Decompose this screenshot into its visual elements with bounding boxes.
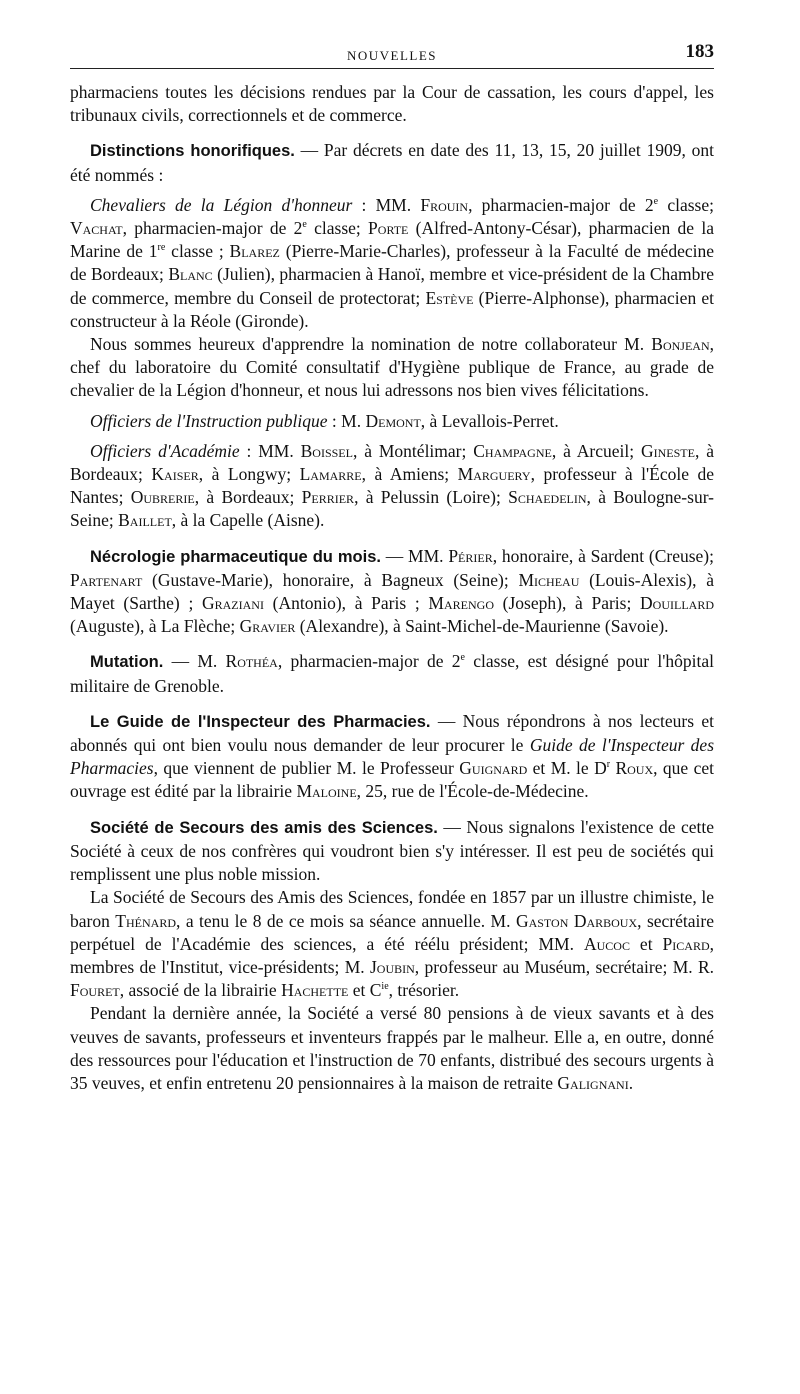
guide-book-title: Guide de l'Inspecteur des Pharmacies	[70, 735, 715, 779]
officiers-instruction-label: Officiers de l'Instruction publique	[90, 410, 328, 431]
mutation-paragraph: Mutation. — M. Rothéa, pharmacien-major de 2e classe, est désigné pour l'hôpital militaire de Grenoble.	[70, 651, 714, 696]
officiers-academie-label: Officiers d'Académie	[90, 440, 240, 461]
page-number: 183	[685, 41, 714, 62]
necrologie-heading: Nécrologie pharmaceutique du mois.	[90, 547, 381, 566]
intro-paragraph: pharmaciens toutes les décisions rendues par la Cour de cassation, les cours d'appel, les tribunaux civils, correctionnels et de commerce.	[70, 82, 714, 126]
societe-paragraph: Société de Secours des amis des Sciences. — Nous signalons l'existence de cette Société à ceux de nos confrères qui voudront bien s'y intéresser. Il est peu de sociétés qui remplissent une plus noble mission.	[70, 816, 714, 885]
officiers-instruction-paragraph: Officiers de l'Instruction publique : M. Demont, à Levallois-Perret.	[90, 410, 559, 431]
distinctions-paragraph: Distinctions honorifiques. — Par décrets en date des 11, 13, 15, 20 juillet 1909, ont été nommés :	[70, 140, 714, 185]
guide-heading: Le Guide de l'Inspecteur des Pharmacies.	[90, 712, 431, 731]
bonjean-paragraph: Nous sommes heureux d'apprendre la nomination de notre collaborateur M. Bonjean, chef du laboratoire du Comité consultatif d'Hygiène publique de France, au grade de chevalier de la Légion d'honneur, et nous lui adressons nos bien vives félicitations.	[70, 334, 714, 401]
distinctions-heading: Distinctions honorifiques.	[90, 142, 295, 161]
necrologie-paragraph: Nécrologie pharmaceutique du mois. — MM. Périer, honoraire, à Sardent (Creuse); Partenart (Gustave-Marie), honoraire, à Bagneux (Seine); Micheau (Louis-Alexis), à Mayet (Sarthe) ; Graziani (Antonio), à Paris ; Marengo (Joseph), à Paris; Douillard (Auguste), à La Flèche; Gravier (Alexandre), à Saint-Michel-de-Maurienne (Savoie).	[70, 545, 714, 637]
mutation-heading: Mutation.	[90, 653, 164, 672]
guide-paragraph: Le Guide de l'Inspecteur des Pharmacies. — Nous répondrons à nos lecteurs et abonnés qui ont bien voulu nous demander de leur procurer le Guide de l'Inspecteur des Pharmacies, que viennent de publier M. le Professeur Guignard et M. le $D^r$ Roux, que cet ouvrage est édité par la librairie Maloine, 25, rue de l'École-de-Médecine.	[70, 710, 715, 802]
societe-bilan-paragraph: Pendant la dernière année, la Société a versé 80 pensions à de vieux savants et à des veuves de savants, professeurs et inventeurs frappés par le malheur. Elle a, en outre, donné des ressources pour l'éducation et l'instruction de 70 enfants, distribué des secours urgents à 35 veuves, et enfin entretenu 20 pensionnaires à la maison de retraite Galignani.	[70, 1003, 714, 1093]
page-header	[70, 40, 714, 69]
societe-heading: Société de Secours des amis des Sciences.	[90, 818, 438, 837]
chevaliers-label: Chevaliers de la Légion d'honneur	[90, 194, 353, 215]
running-title: NOUVELLES	[346, 48, 438, 63]
societe-seance-paragraph: La Société de Secours des Amis des Sciences, fondée en 1857 par un illustre chimiste, le baron Thénard, a tenu le 8 de ce mois sa séance annuelle. M. Gaston Darboux, secrétaire perpétuel de l'Académie des sciences, a été réélu président; MM. Aucoc et Picard, membres de l'Institut, vice-présidents; M. Joubin, professeur au Muséum, secrétaire; M. R. Fouret, associé de la librairie Hachette et $C^{ie}$, trésorier.	[70, 887, 714, 1001]
officiers-academie-paragraph: Officiers d'Académie : MM. Boissel, à Montélimar; Champagne, à Arcueil; Gineste, à Bordeaux; Kaiser, à Longwy; Lamarre, à Amiens; Marguery, professeur à l'École de Nantes; Oubrerie, à Bordeaux; Perrier, à Pelussin (Loire); Schaedelin, à Boulogne-sur-Seine; Baillet, à la Capelle (Aisne).	[70, 440, 715, 531]
chevaliers-paragraph: Chevaliers de la Légion d'honneur : MM. Frouin, pharmacien-major de 2e classe; Vachat, pharmacien-major de 2e classe; Porte (Alfred-Antony-César), pharmacien de la Marine de 1re classe ; Blarez (Pierre-Marie-Charles), professeur à la Faculté de médecine de Bordeaux; Blanc (Julien), pharmacien à Hanoï, membre et vice-président de la Chambre de commerce, membre du Conseil de protectorat; Estève (Pierre-Alphonse), pharmacien et constructeur à la Réole (Gironde).	[70, 194, 714, 331]
